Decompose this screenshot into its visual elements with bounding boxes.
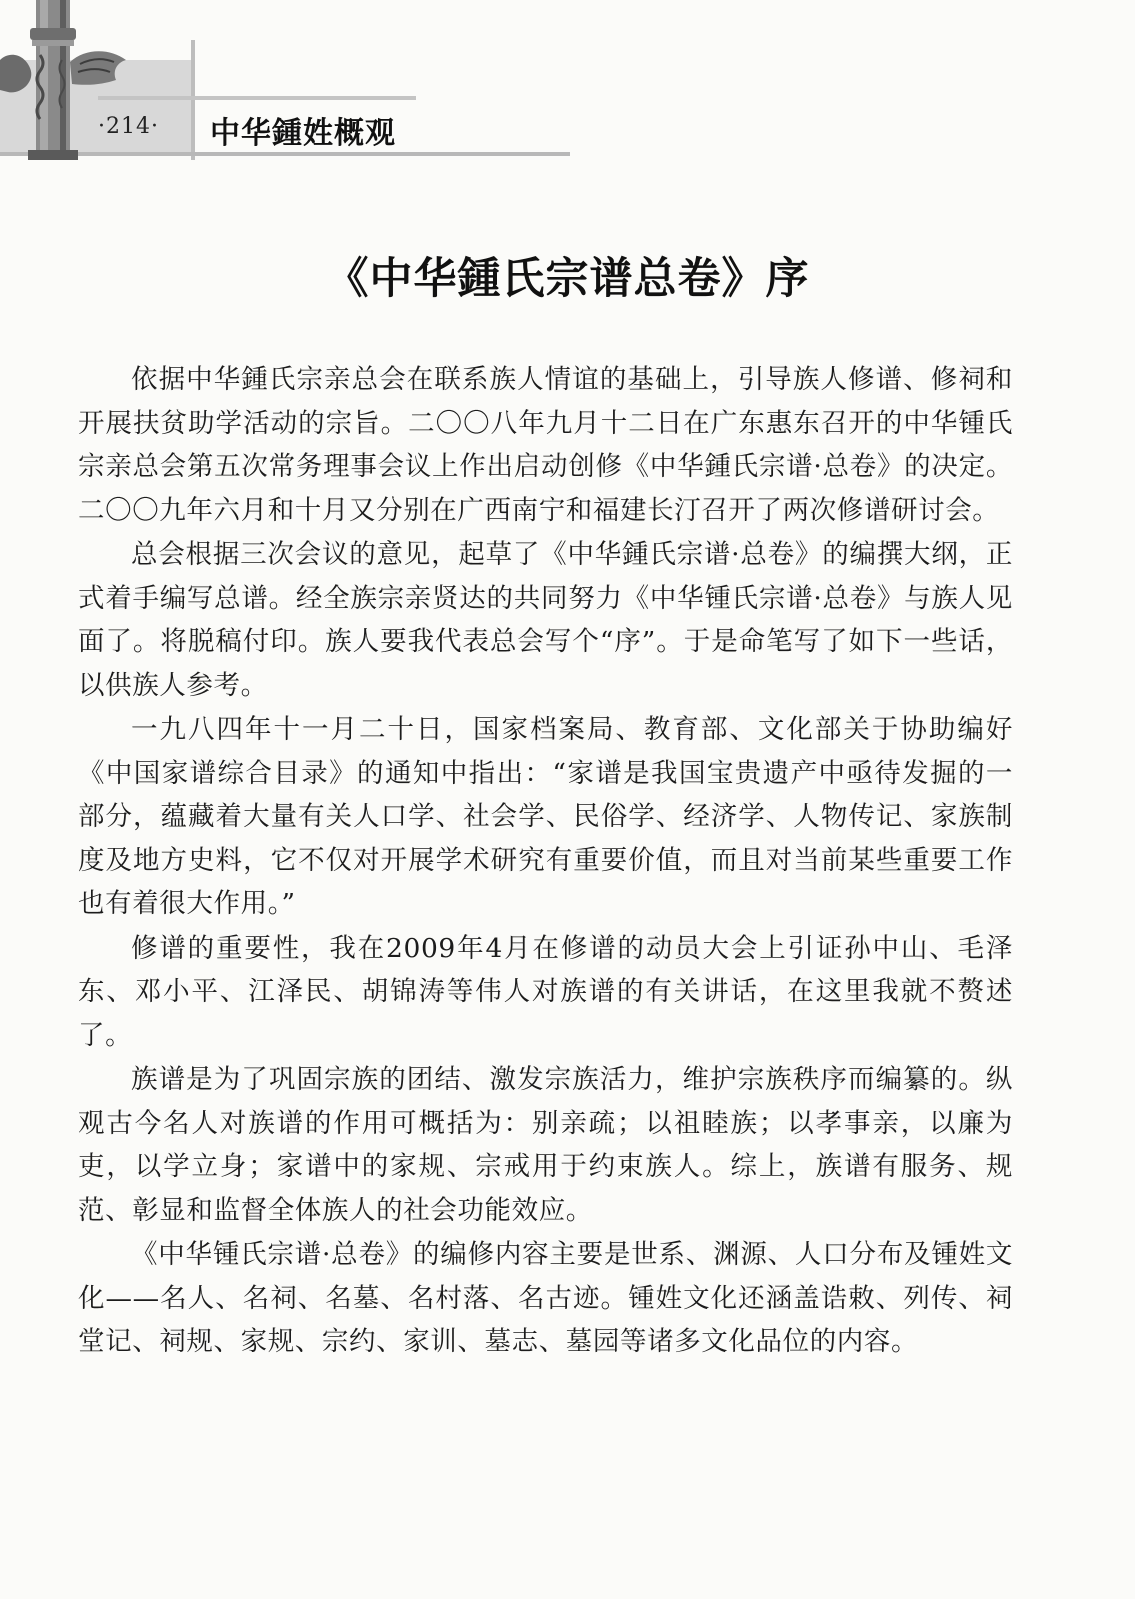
paragraph: 《中华锺氏宗谱·总卷》的编修内容主要是世系、渊源、人口分布及锺姓文化——名人、名祠、名墓、名村落、名古迹。锺姓文化还涵盖诰敕、列传、祠堂记、祠规、家规、宗约、家训、墓志、墓园等诸多文化品位的内容。 (78, 1239, 1013, 1357)
paragraph: 一九八四年十一月二十日，国家档案局、教育部、文化部关于协助编好《中国家谱综合目录》的通知中指出：“家谱是我国宝贵遗产中亟待发掘的一部分，蕴藏着大量有关人口学、社会学、民俗学、经济学、人物传记、家族制度及地方史料，它不仅对开展学术研究有重要价值，而且对当前某些重要工作也有着很大作用。” (78, 714, 1013, 919)
page-header (0, 0, 600, 175)
paragraph: 总会根据三次会议的意见，起草了《中华鍾氏宗谱·总卷》的编撰大纲，正式着手编写总谱。经全族宗亲贤达的共同努力《中华锺氏宗谱·总卷》与族人见面了。将脱稿付印。族人要我代表总会写个“序”。于是命笔写了如下一些话，以供族人参考。 (78, 539, 1013, 701)
header-divider-top (98, 96, 416, 100)
body-text (78, 358, 1013, 1364)
page-title: 《中华鍾氏宗谱总卷》序 (325, 254, 810, 304)
paragraph: 依据中华鍾氏宗亲总会在联系族人情谊的基础上，引导族人修谱、修祠和开展扶贫助学活动的宗旨。二〇〇八年九月十二日在广东惠东召开的中华锺氏宗亲总会第五次常务理事会议上作出启动创修《中华鍾氏宗谱·总卷》的决定。二〇〇九年六月和十月又分别在广西南宁和福建长汀召开了两次修谱研讨会。 (78, 364, 1013, 526)
paragraph: 修谱的重要性，我在2009年4月在修谱的动员大会上引证孙中山、毛泽东、邓小平、江泽民、胡锦涛等伟人对族谱的有关讲话，在这里我就不赘述了。 (78, 932, 1013, 1051)
paragraph: 族谱是为了巩固宗族的团结、激发宗族活力，维护宗族秩序而编纂的。纵观古今名人对族谱的作用可概括为：别亲疏；以祖睦族；以孝事亲，以廉为吏，以学立身；家谱中的家规、宗戒用于约束族人。综上，族谱有服务、规范、彰显和监督全体族人的社会功能效应。 (78, 1064, 1013, 1226)
running-title: 中华鍾姓概观 (210, 116, 396, 151)
header-divider-vertical (191, 40, 195, 160)
page-number: ·214· (98, 114, 159, 139)
